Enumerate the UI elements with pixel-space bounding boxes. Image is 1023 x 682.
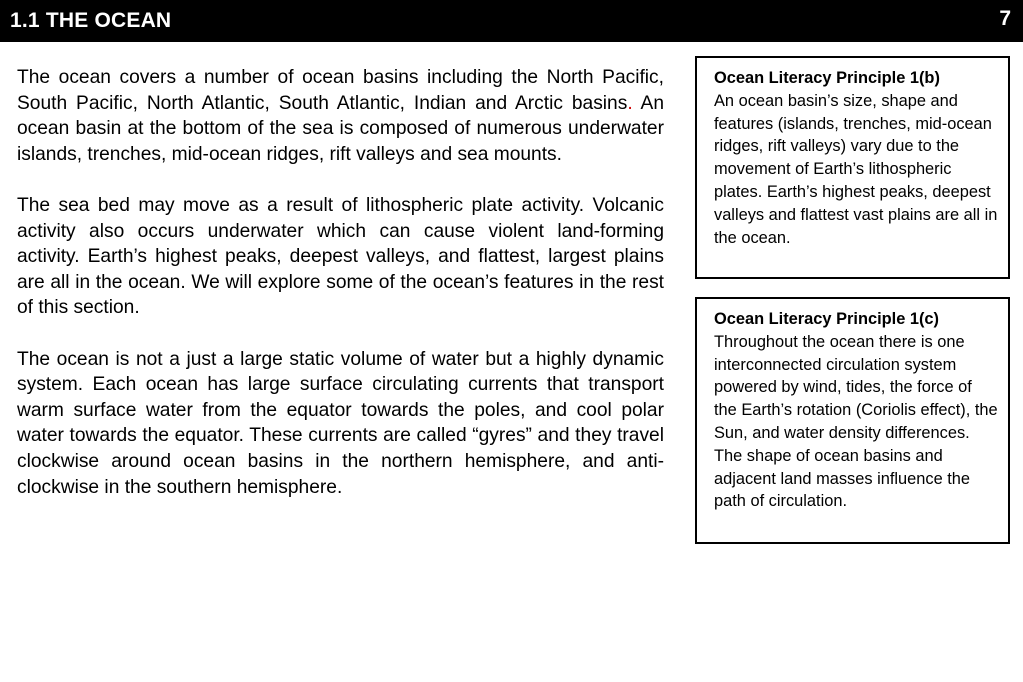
principle-1b-box [695, 56, 1010, 279]
paragraph-basins-text-a: The ocean covers a number of ocean basins including the North Pacific, South Pacific, North Atlantic, South Atlantic, Indian and Arctic basins [17, 67, 664, 114]
paragraph-seabed: The sea bed may move as a result of lithospheric plate activity. Volcanic activity also occurs underwater which can cause violent land-forming activity. Earth’s highest peaks, deepest valleys, and flattest, largest plains are all in the ocean. We will explore some of the ocean’s features in the rest of this section. [17, 194, 664, 319]
red-period: . [627, 92, 633, 114]
paragraph-basins [17, 65, 664, 167]
page-title: 1.1 THE OCEAN [10, 9, 172, 32]
main-text [17, 65, 664, 526]
principle-1c-body: Throughout the ocean there is one interconnected circulation system powered by wind, tides, the force of the Earth’s rotation (Coriolis effect), the Sun, and water density differences. The shape of ocean basins and adjacent land masses influence the path of circulation. [714, 332, 998, 511]
paragraph-gyres: The ocean is not a just a large static volume of water but a highly dynamic system. Each ocean has large surface circulating currents that transport warm surface water from the equator towards the poles, and cool polar water towards the equator. These currents are called “gyres” and they travel clockwise around ocean basins in the northern hemisphere, and anti-clockwise in the southern hemisphere. [17, 348, 664, 498]
principle-1b-body: An ocean basin’s size, shape and features (islands, trenches, mid-ocean ridges, rift valleys) vary due to the movement of Earth’s lithospheric plates. Earth’s highest peaks, deepest valleys and flattest vast plains are all in the ocean. [714, 91, 998, 247]
page-number: 7 [999, 7, 1011, 30]
header-bar [0, 0, 1023, 42]
principle-1c-box [695, 297, 1010, 544]
principle-1c-title: Ocean Literacy Principle 1(c) [714, 310, 940, 328]
principle-1b-title: Ocean Literacy Principle 1(b) [714, 69, 940, 87]
paragraph-basins-text-b: An ocean basin at the bottom of the sea is composed of numerous underwater islands, trenches, mid-ocean ridges, rift valleys and sea mounts. [17, 92, 664, 165]
